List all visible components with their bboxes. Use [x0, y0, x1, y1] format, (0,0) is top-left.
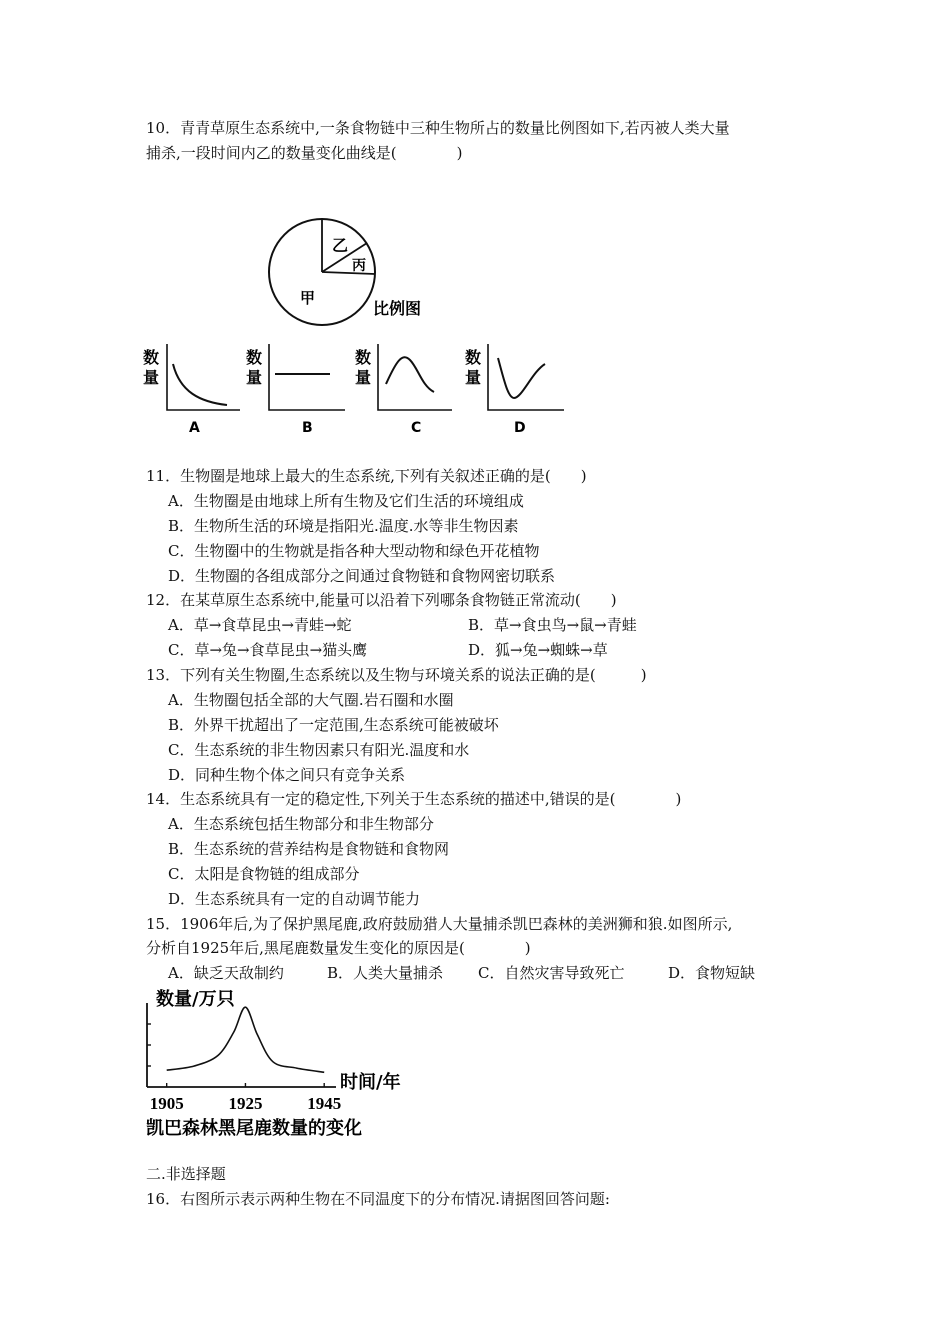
q15-option-a: A．缺乏天敌制约 [168, 964, 284, 982]
chart-x-tick-label-1905: 1905 [149, 1094, 184, 1113]
pie-label-bing: 丙 [352, 258, 366, 274]
pie-caption: 比例图 [373, 299, 422, 318]
section2-heading: 二.非选择题 [146, 1165, 226, 1183]
q11-stem: 11．生物圈是地球上最大的生态系统,下列有关叙述正确的是( ) [146, 467, 587, 485]
graph-c-curve [386, 357, 434, 392]
q14-stem: 14．生态系统具有一定的稳定性,下列关于生态系统的描述中,错误的是( ) [146, 790, 682, 808]
pie-divider-low [322, 272, 375, 274]
graph-b-label: B [302, 420, 313, 436]
q10-stem-line1: 10．青青草原生态系统中,一条食物链中三种生物所占的数量比例图如下,若丙被人类大量 [146, 119, 730, 137]
q11-option-d: D．生物圈的各组成部分之间通过食物链和食物网密切联系 [168, 567, 556, 585]
q10-stem-line2: 捕杀,一段时间内乙的数量变化曲线是( ) [146, 144, 463, 162]
q14-option-a: A．生态系统包括生物部分和非生物部分 [168, 815, 434, 833]
chart-xlabel: 时间/年 [340, 1072, 401, 1093]
q13-option-b: B．外界干扰超出了一定范围,生态系统可能被破坏 [168, 716, 499, 734]
chart-ylabel: 数量/万只 [156, 989, 235, 1010]
graph-d [465, 344, 564, 436]
q12-option-c: C．草→兔→食草昆虫→猫头鹰 [168, 641, 368, 659]
q14-option-d: D．生态系统具有一定的自动调节能力 [168, 890, 421, 908]
pie-label-jia: 甲 [300, 289, 316, 307]
q15-stem-line1: 15．1906年后,为了保护黑尾鹿,政府鼓励猎人大量捕杀凯巴森林的美洲狮和狼.如图所示, [146, 915, 733, 933]
graph-d-curve [498, 358, 545, 398]
graph-b [246, 344, 345, 436]
q13-stem: 13．下列有关生物圈,生态系统以及生物与环境关系的说法正确的是( ) [146, 666, 647, 684]
q11-option-b: B．生物所生活的环境是指阳光.温度.水等非生物因素 [168, 517, 519, 535]
q16-stem: 16．右图所示表示两种生物在不同温度下的分布情况.请据图回答问题: [146, 1190, 610, 1208]
graph-b-ylabel-1: 数 [246, 348, 263, 367]
graph-a-curve [173, 364, 227, 405]
chart-title: 凯巴森林黑尾鹿数量的变化 [146, 1118, 362, 1139]
q12-option-a: A．草→食草昆虫→青蛙→蛇 [168, 616, 352, 634]
graph-c-ylabel-1: 数 [355, 348, 372, 367]
q12-option-b: B．草→食虫鸟→鼠→青蛙 [468, 616, 637, 634]
q15-option-d: D．食物短缺 [668, 964, 756, 982]
q13-option-a: A．生物圈包括全部的大气圈.岩石圈和水圈 [168, 691, 454, 709]
q13-option-c: C．生态系统的非生物因素只有阳光.温度和水 [168, 741, 470, 759]
q12-option-d: D．狐→兔→蜘蛛→草 [468, 641, 608, 659]
graph-d-axes [488, 344, 564, 410]
q15-option-c: C．自然灾害导致死亡 [478, 964, 625, 982]
q11-option-c: C．生物圈中的生物就是指各种大型动物和绿色开花植物 [168, 542, 540, 560]
q12-stem: 12．在某草原生态系统中,能量可以沿着下列哪条食物链正常流动( ) [146, 591, 617, 609]
pie-label-yi: 乙 [332, 236, 349, 255]
graph-c [355, 344, 452, 436]
proportion-pie-figure [262, 215, 442, 330]
q14-option-b: B．生态系统的营养结构是食物链和食物网 [168, 840, 450, 858]
graph-a [143, 344, 240, 436]
graph-a-ylabel-1: 数 [143, 348, 160, 367]
graph-c-ylabel-2: 量 [355, 368, 372, 387]
graph-b-axes [269, 344, 345, 410]
q15-option-b: B．人类大量捕杀 [327, 964, 444, 982]
graph-c-label: C [411, 420, 422, 436]
q15-stem-line2: 分析自1925年后,黑尾鹿数量发生变化的原因是( ) [146, 939, 531, 957]
graph-a-label: A [189, 420, 200, 436]
deer-population-chart [140, 985, 430, 1140]
chart-x-tick-label-1925: 1925 [228, 1094, 263, 1113]
q13-option-d: D．同种生物个体之间只有竞争关系 [168, 766, 406, 784]
graph-b-ylabel-2: 量 [246, 368, 263, 387]
option-graphs-figure [140, 342, 580, 437]
graph-d-ylabel-2: 量 [465, 368, 482, 387]
graph-a-ylabel-2: 量 [143, 368, 160, 387]
q11-option-a: A．生物圈是由地球上所有生物及它们生活的环境组成 [168, 492, 524, 510]
q14-option-c: C．太阳是食物链的组成部分 [168, 865, 360, 883]
chart-series-line [167, 1007, 325, 1072]
graph-d-ylabel-1: 数 [465, 348, 482, 367]
graph-d-label: D [514, 420, 526, 436]
chart-x-tick-label-1945: 1945 [307, 1094, 342, 1113]
